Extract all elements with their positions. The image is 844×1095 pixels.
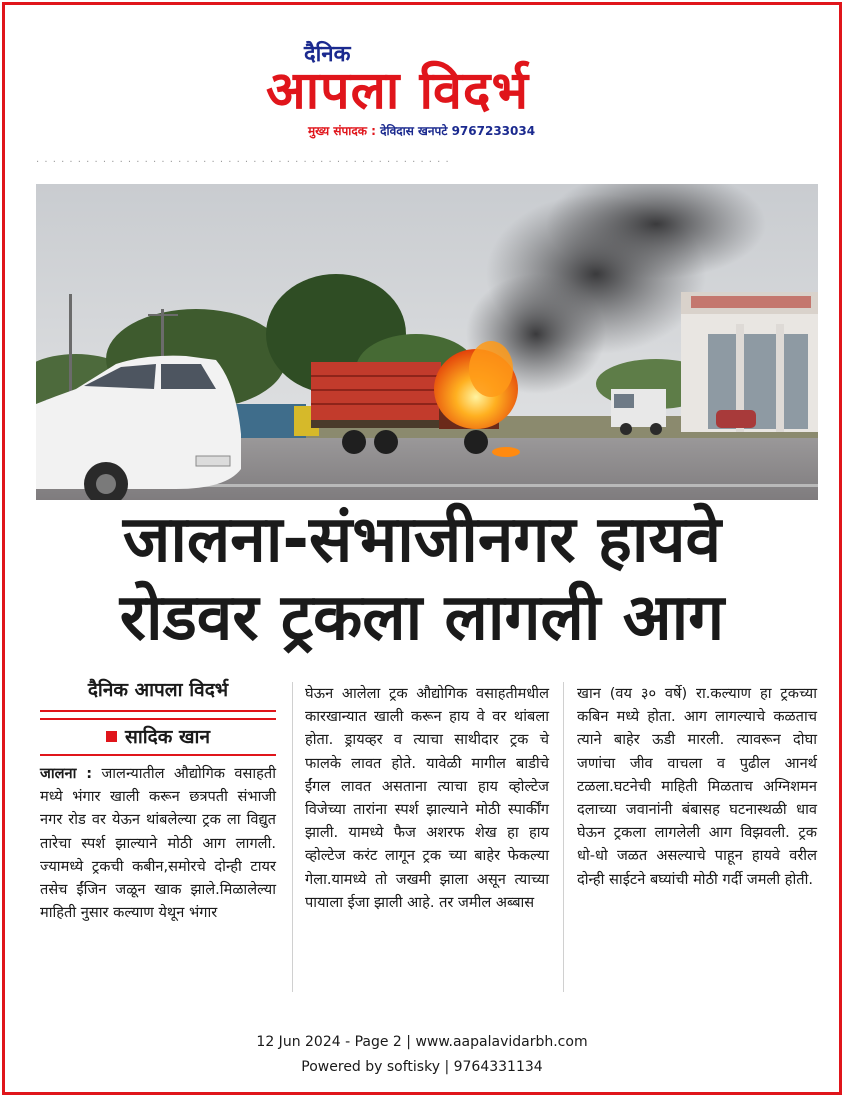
paper-byline: दैनिक आपला विदर्भ xyxy=(87,679,229,701)
headline-line-1: जालना-संभाजीनगर हायवे xyxy=(122,503,722,577)
editor-label: मुख्य संपादक : xyxy=(308,124,376,138)
column-2-body: घेऊन आलेला ट्रक औद्योगिक वसाहतीमधील कारखान्यात खाली करून हाय वे वर थांबला होता. ड्रायव्हर व त्याचा साथीदार ट्रक चे फालके लावत होते. यावेळी मागील बाडीचे ईंगल लावत असताना त्याचा हाय व्होल्टेज विजेच्या तारांना स्पर्श झाल्याने मोठी स्पार्कींग झाली. यामध्ये फैज अशरफ शेख हा हाय व्होल्टेज करंट लागून ट्रक च्या बाहेर फेकल्या गेला.यामध्ये तो जखमी झाला असून त्याच्या पायाला ईजा झाली आहे. तर जमील अब्बास xyxy=(305,685,549,911)
masthead-title: आपला विदर्भ xyxy=(266,61,530,121)
article-headline xyxy=(0,498,844,658)
author-byline xyxy=(40,722,276,752)
editor-name: देविदास खनपटे 9767233034 xyxy=(380,124,536,138)
headline-line-2: रोडवर ट्रकला लागली आग xyxy=(119,581,725,655)
masthead-editor xyxy=(308,122,535,139)
column-divider xyxy=(292,682,293,992)
article-column-1 xyxy=(40,676,276,924)
red-square-bullet xyxy=(106,731,117,742)
article-column-2 xyxy=(305,682,549,914)
masthead xyxy=(0,38,844,148)
footer-powered-by: Powered by softisky | 9764331134 xyxy=(301,1059,543,1075)
article-column-3 xyxy=(577,682,817,891)
news-photo-truck-fire xyxy=(36,184,818,500)
dateline: जालना : xyxy=(40,765,93,782)
footer-date-page-url: 12 Jun 2024 - Page 2 | www.aapalavidarbh.com xyxy=(256,1034,588,1050)
byline-rule xyxy=(40,754,276,756)
column-1-text xyxy=(40,762,276,924)
column-1-body: जालन्यातील औद्योगिक वसाहती मध्ये भंगार खाली करून छत्रपती संभाजी नगर रोड वर येऊन थांबलेल्या ट्रक ला विद्युत तारेचा स्पर्श झाल्याने मोठी आग लागली. ज्यामध्ये ट्रकची कबीन,समोरचे दोन्ही टायर तसेच ईंजिन जळून खाक झाले.मिळालेल्या माहिती नुसार कल्याण येथून भंगार xyxy=(40,765,276,922)
author-name: सादिक खान xyxy=(125,726,210,748)
masthead-prefix: दैनिक xyxy=(304,42,351,67)
cropped-previous-line: · · · · · · · · · · · · · · · · · · · · · · · · · · · · · · · · · · · · · · · · · · · · · · · · · · xyxy=(36,157,450,168)
byline-double-rule xyxy=(40,710,276,720)
column-divider xyxy=(563,682,564,992)
column-3-body: खान (वय ३० वर्षे) रा.कल्याण हा ट्रकच्या कबिन मध्ये होता. आग लागल्याचे कळताच त्याने बाहेर ऊडी मारली. त्यावरून दोघा जणांचा जीव वाचला व पुढील आनर्थ टळला.घटनेची माहिती मिळताच अग्निशमन दलाच्या जवानांनी बंबासह घटनास्थळी धाव घेऊन ट्रकला लागलेली आग विझवली. ट्रक धो-धो जळत असल्याचे पाहून हायवे वरील दोन्ही साईटने बघ्यांची मोठी गर्दी जमली होती. xyxy=(577,685,817,888)
